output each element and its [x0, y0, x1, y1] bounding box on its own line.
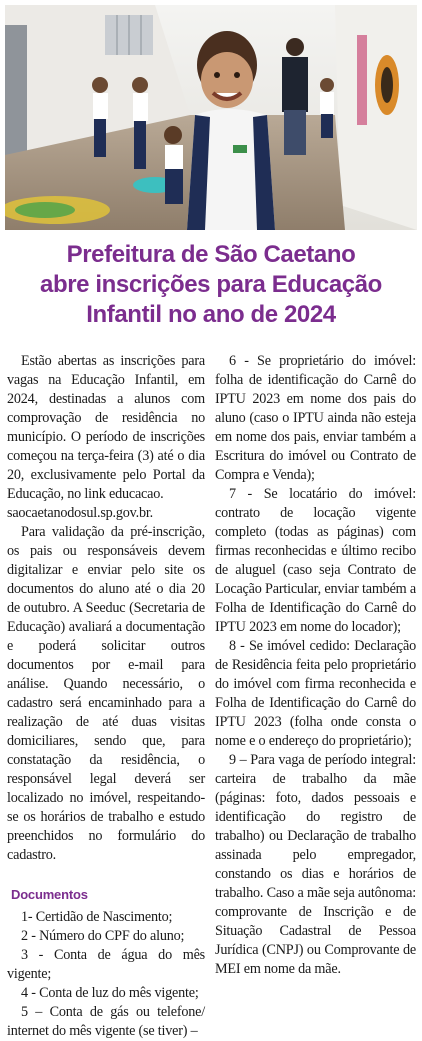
- document-item-9: 9 – Para vaga de período integral: carteira de trabalho da mãe (páginas: foto, dados pessoais e identificação do registro de trabalho) ou Declaração de trabalho assinada pelo empregador, constando os dias e horários de trabalho. Caso a mãe seja autônoma: comprovante de Inscrição e de Situação Cadastral de Pessoa Jurídica (CNPJ) ou Comprovante de MEI em nome da mãe.: [215, 752, 417, 977]
- intro-paragraph: Estão abertas as inscrições para vagas na Educação Infantil, em 2024, destinadas a alunos com comprovação de residência no município. O período de inscrições começou na terça-feira (3) até o dia 20, exclusivamente pelo Portal da Educação, no link educacao.: [7, 353, 205, 502]
- document-item-3: 3 - Conta de água do mês vigente;: [7, 947, 205, 982]
- document-item-5: 5 – Conta de gás ou telefone/ internet do mês vigente (se tiver) –: [7, 1004, 205, 1039]
- document-item-6: 6 - Se proprietário do imóvel: folha de identificação do Carnê do IPTU 2023 em nome dos pais do aluno (caso o IPTU ainda não esteja em nome dos pais, enviar também a Escritura do imóvel ou Contrato de Compra e Venda);: [215, 353, 416, 483]
- document-item-7: 7 - Se locatário do imóvel: contrato de locação vigente completo (todas as páginas) com firmas reconhecidas e último recibo de aluguel (caso seja Contrato de Locação Particular, enviar também a Folha de Identificação do Carnê do IPTU 2023 em nome do locador);: [215, 486, 416, 635]
- article-headline: [8, 240, 414, 330]
- validation-paragraph: Para validação da pré-inscrição, os pais ou responsáveis devem digitalizar e enviar pelo site os documentos do aluno até o dia 20 de outubro. A Seeduc (Secretaria de Educação) avaliará a documentação e poderá solicitar outros documentos por e-mail para análise. Quando necessário, o cadastro será encaminhado para a realização de até duas visitas domiciliares, sendo que, para constatação da residência, o responsável legal deverá ser localizado no imóvel, respeitando-se os horários de trabalho e estudo preenchidos no formulário do cadastro.: [7, 524, 205, 863]
- documents-heading: Documentos: [11, 887, 88, 902]
- document-item-4: 4 - Conta de luz do mês vigente;: [21, 985, 199, 1001]
- document-item-1: 1- Certidão de Nascimento;: [21, 909, 173, 925]
- right-column: [215, 352, 416, 979]
- document-item-8: 8 - Se imóvel cedido: Declaração de Residência feita pelo proprietário do imóvel com firma reconhecida e Folha de Identificação do Carnê do IPTU 2023 (folha onde consta o nome e o endereço do proprietário);: [215, 638, 416, 749]
- headline-line-3: Infantil no ano de 2024: [86, 301, 336, 328]
- article-photo: [5, 5, 417, 230]
- left-column: [7, 352, 205, 1041]
- document-item-2: 2 - Número do CPF do aluno;: [21, 928, 185, 944]
- portal-url: saocaetanodosul.sp.gov.br.: [7, 505, 153, 521]
- headline-line-1: Prefeitura de São Caetano: [66, 241, 356, 268]
- headline-line-2: abre inscrições para Educação: [40, 271, 382, 298]
- children-hallway-photo-icon: [5, 5, 417, 230]
